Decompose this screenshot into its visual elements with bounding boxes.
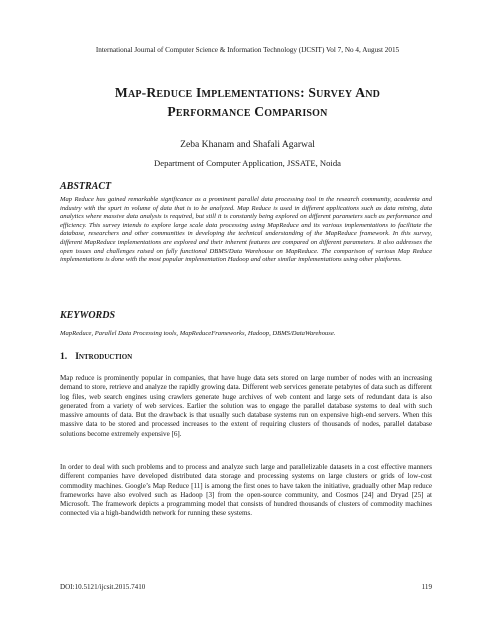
keywords-text: MapReduce, Parallel Data Processing tools, MapReduceFrameworks, Hadoop, DBMS/DataWarehouse. [60,330,336,337]
section-number: 1. [60,351,68,362]
journal-running-head: International Journal of Computer Science & Information Technology (IJCSIT) Vol 7, No 4, August 2015 [95,46,400,54]
abstract-heading: ABSTRACT [60,181,112,192]
page-number: 119 [421,583,432,591]
paper-title [60,83,435,121]
abstract-text: Map Reduce has gained remarkable significance as a prominent parallel data processing tool in the research community, academia and industry with the spurt in volume of data that is to be analyzed. Map Reduce is used in different applications such as data mining, data analytics where massive data analysis is required, but still it is constantly being explored on different parameters such as performance and efficiency. This survey intends to explore large scale data processing using MapReduce and its various implementations to facilitate the database, researchers and other communities in developing the technical understanding of the MapReduce framework. In this survey, different MapReduce implementations are explored and their inherent features are compared on different parameters. It also addresses the open issues and challenges raised on fully functional DBMS/Data Warehouse on MapReduce. The comparison of various Map Reduce implementations is done with the most popular implementation Hadoop and other similar implementations using other platforms. [60,196,432,264]
author-names: Zeba Khanam and Shafali Agarwal [180,139,315,150]
title-line-2: Performance Comparison [167,104,328,119]
section-heading-introduction [60,351,132,362]
keywords-heading: KEYWORDS [60,310,116,321]
author-affiliation: Department of Computer Application, JSSATE, Noida [154,158,341,168]
title-line-1: Map-Reduce Implementations: Survey And [114,85,381,100]
intro-paragraph-1: Map reduce is prominently popular in companies, that have huge data sets stored on large number of nodes with an increasing demand to store, retrieve and analyze the rapidly growing data. Different web services generate petabytes of data such as different log files, web search engines using crawlers generate huge archives of web content and large sets of redundant data is also generated from a variety of web services. Earlier the solution was to engage the parallel database systems to deal with such massive amounts of data. But the drawback is that usually such database systems run on expensive high-end servers. When this massive data to be stored and processed increases to the extent of requiring clusters of thousands of nodes, parallel database solutions become extremely expensive [6]. [60,374,432,438]
section-title: Introduction [75,351,133,362]
doi-footer: DOI:10.5121/ijcsit.2015.7410 [60,583,146,591]
intro-paragraph-2: In order to deal with such problems and to process and analyze such large and parallelizable datasets in a cost effective manners different companies have developed distributed data storage and processing systems on large clusters or grids of low-cost commodity machines. Google’s Map Reduce [11] is among the first ones to have taken the initiative, gradually other Map reduce frameworks have also evolved such as Hadoop [3] from the open-source community, and Cosmos [24] and Dryad [25] at Microsoft. The framework depicts a programming model that consists of hundred thousands of clusters of commodity machines connected via a high-bandwidth network for running these systems. [60,463,432,518]
